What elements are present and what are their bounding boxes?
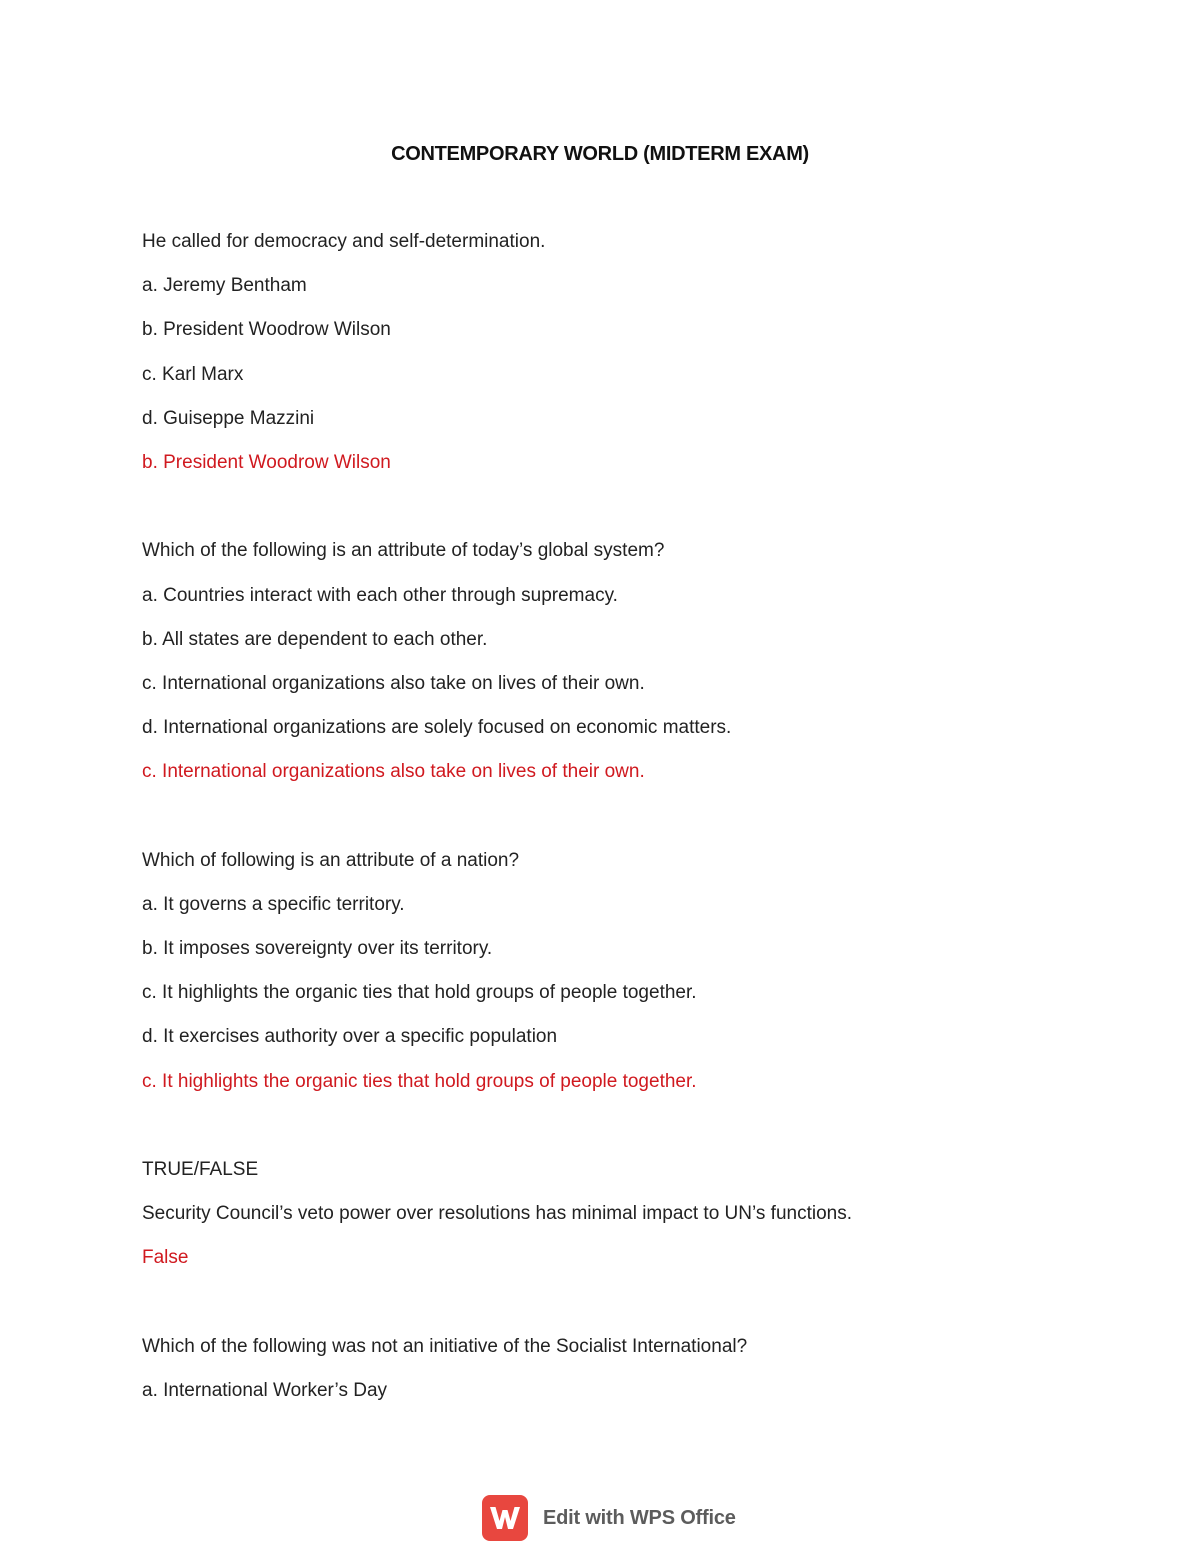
wps-edit-label[interactable]: Edit with WPS Office xyxy=(543,1506,736,1529)
wps-edit-banner[interactable] xyxy=(482,1494,736,1542)
answer-option: b. It imposes sovereignty over its territory. xyxy=(142,938,493,959)
answer-option: b. All states are dependent to each other. xyxy=(142,628,488,650)
question-prompt: Which of the following is an attribute of today’s global system? xyxy=(142,540,665,562)
answer-option: b. President Woodrow Wilson xyxy=(142,319,391,341)
answer-option: c. International organizations also take on lives of their own. xyxy=(142,672,645,694)
answer-option: a. It governs a specific territory. xyxy=(142,893,405,915)
question-prompt: Security Council’s veto power over resolutions has minimal impact to UN’s functions. xyxy=(142,1203,852,1225)
question-prompt: Which of the following was not an initiative of the Socialist International? xyxy=(142,1335,748,1357)
wps-w-glyph xyxy=(488,1504,522,1532)
answer-option: a. Jeremy Bentham xyxy=(142,275,307,297)
correct-answer: b. President Woodrow Wilson xyxy=(142,451,391,473)
answer-option: d. Guiseppe Mazzini xyxy=(142,407,315,429)
answer-option: d. International organizations are solely focused on economic matters. xyxy=(142,717,732,739)
question-list xyxy=(142,230,1102,1423)
spacer xyxy=(142,1114,1102,1158)
answer-option: c. Karl Marx xyxy=(142,363,244,385)
section-heading: TRUE/FALSE xyxy=(142,1158,259,1180)
spacer xyxy=(142,495,1102,539)
wps-logo-icon[interactable] xyxy=(482,1495,528,1541)
answer-option: c. It highlights the organic ties that hold groups of people together. xyxy=(142,982,697,1004)
correct-answer: False xyxy=(142,1247,189,1269)
answer-option: d. It exercises authority over a specific population xyxy=(142,1026,558,1048)
spacer xyxy=(142,1291,1102,1335)
correct-answer: c. International organizations also take on lives of their own. xyxy=(142,761,645,783)
answer-option: a. International Worker’s Day xyxy=(142,1379,388,1401)
question-prompt: Which of following is an attribute of a nation? xyxy=(142,849,520,871)
answer-option: a. Countries interact with each other through supremacy. xyxy=(142,584,618,606)
question-prompt: He called for democracy and self-determination. xyxy=(142,231,546,252)
spacer xyxy=(142,804,1102,848)
exam-title: CONTEMPORARY WORLD (MIDTERM EXAM) xyxy=(391,143,809,165)
correct-answer: c. It highlights the organic ties that hold groups of people together. xyxy=(142,1070,697,1092)
